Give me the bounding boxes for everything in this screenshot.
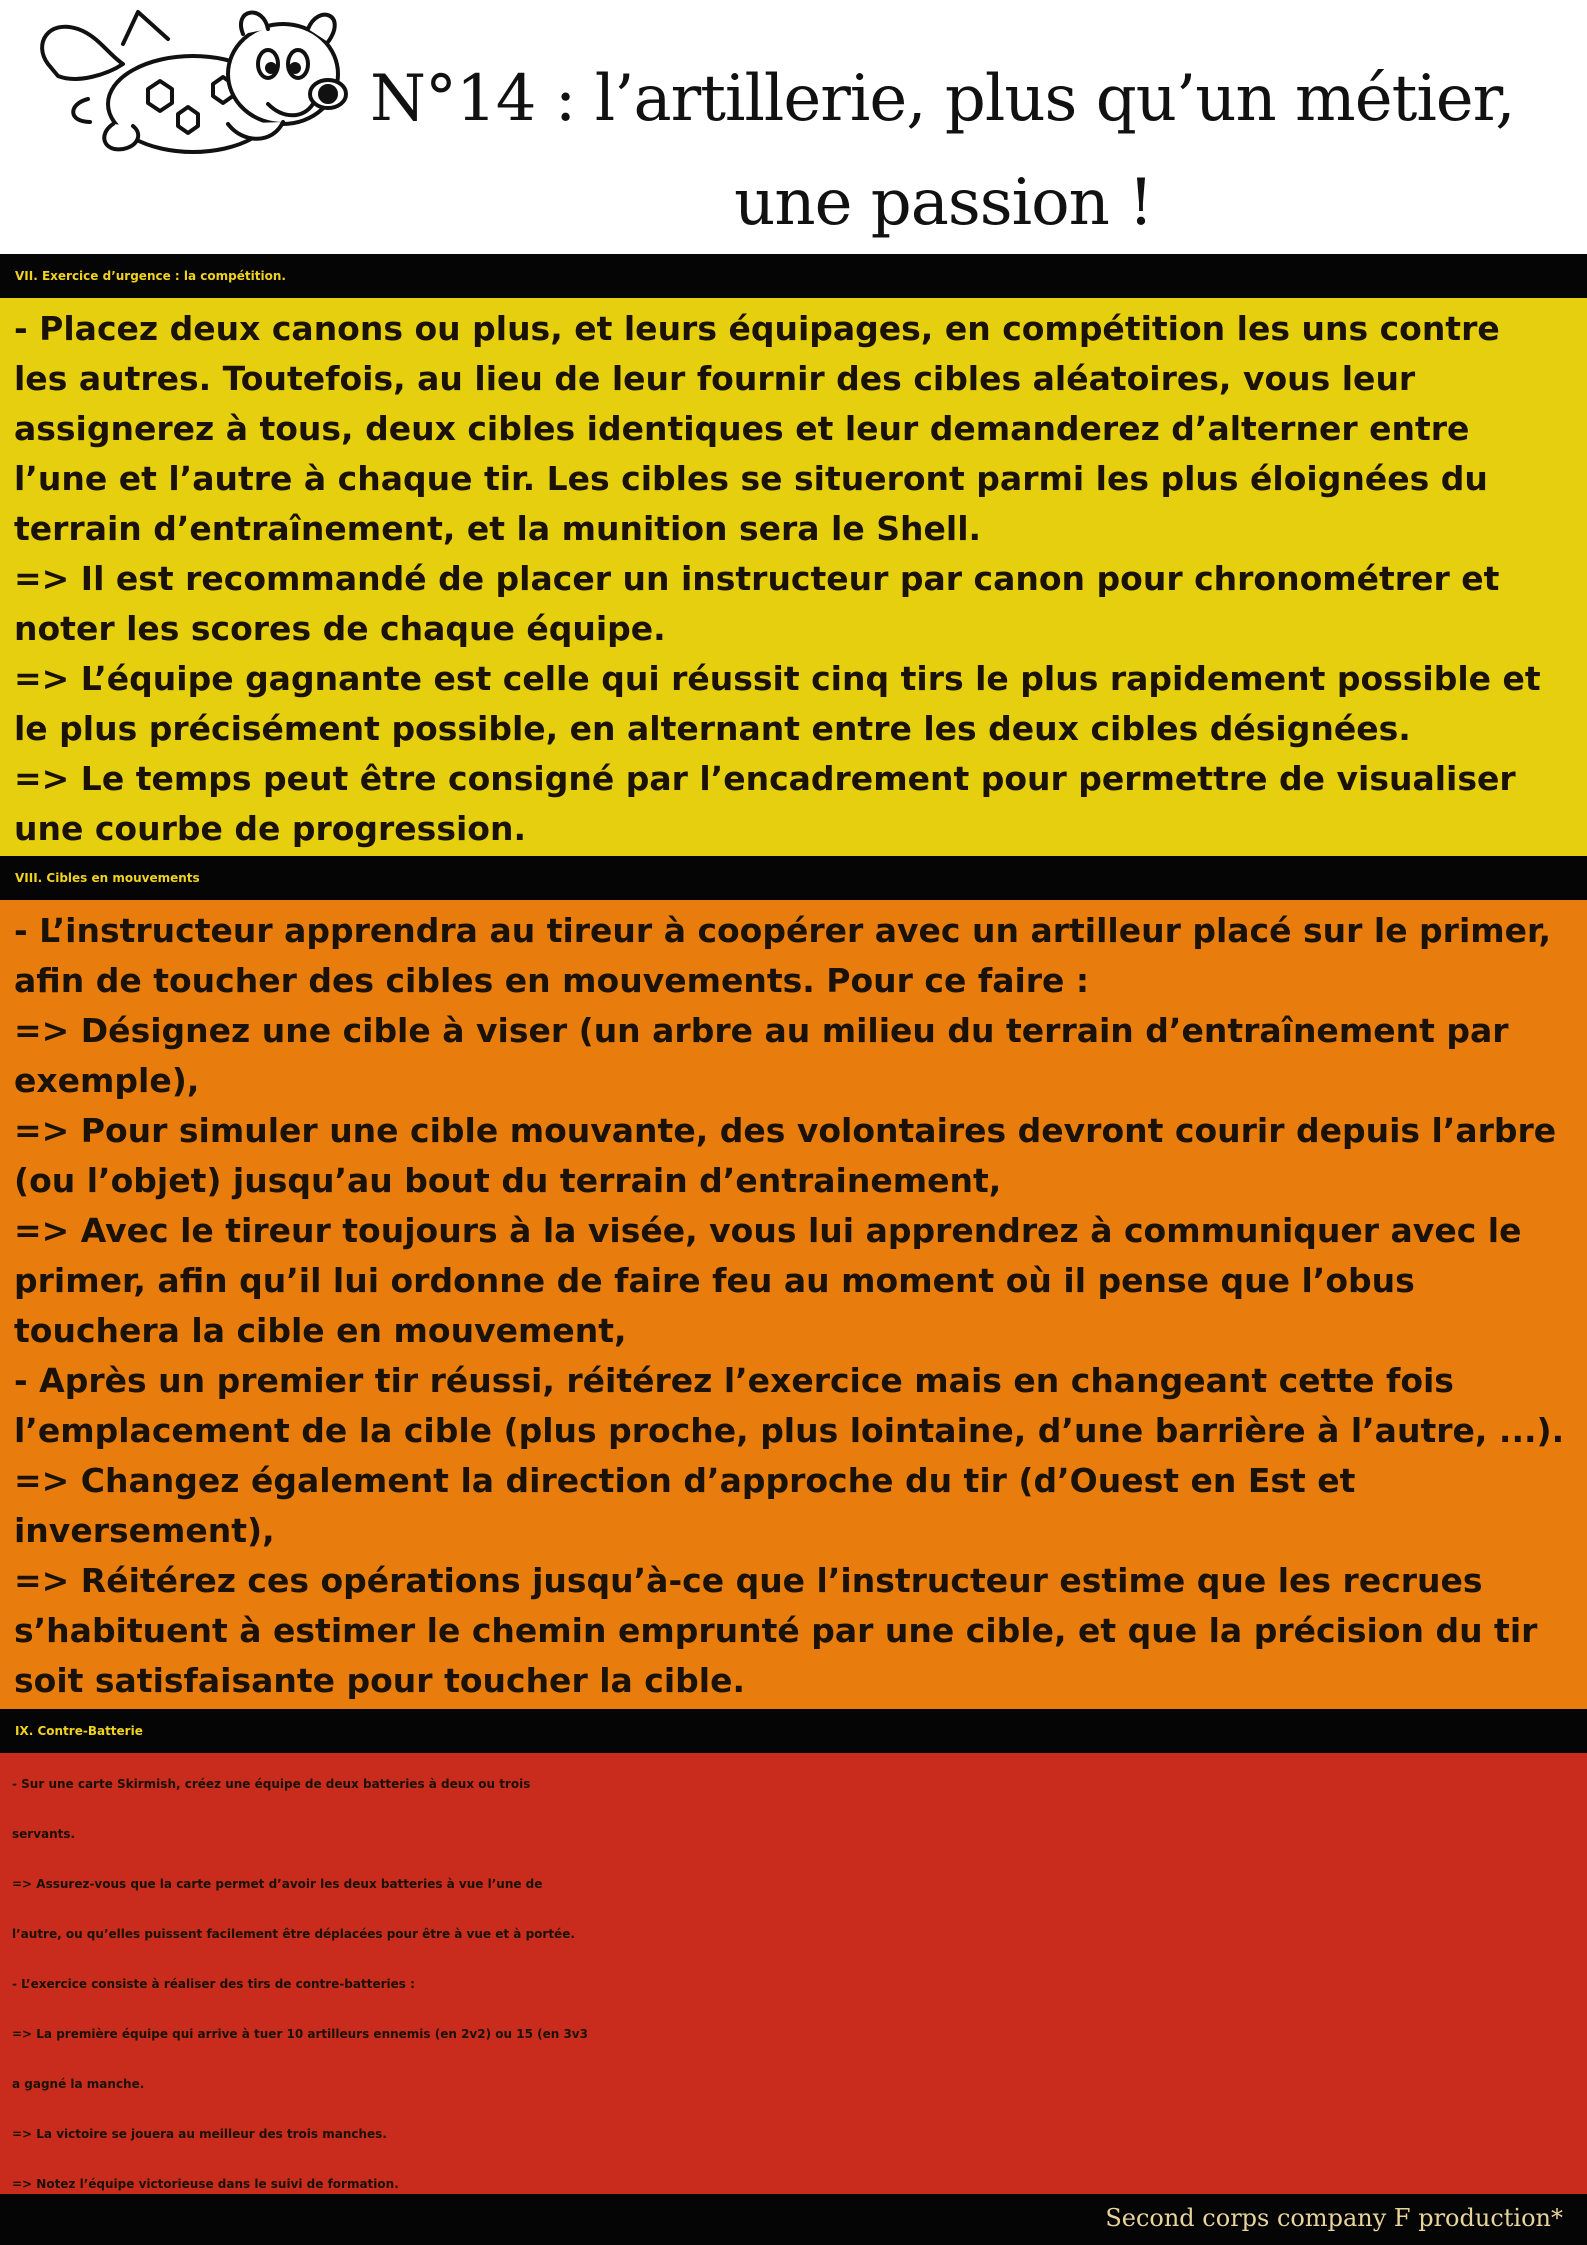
text-line: (ou l’objet) jusqu’au bout du terrain d’entrainement, bbox=[14, 1161, 1002, 1200]
text-line: - Placez deux canons ou plus, et leurs équipages, en compétition les uns contre bbox=[14, 309, 1500, 348]
section-heading-vii: VII. Exercice d’urgence : la compétition. bbox=[0, 254, 1587, 298]
text-line: => La première équipe qui arrive à tuer 10 artilleurs ennemis (en 2v2) ou 15 (en 3v3 bbox=[12, 2027, 588, 2041]
text-line: primer, afin qu’il lui ordonne de faire feu au moment où il pense que l’obus bbox=[14, 1261, 1415, 1300]
text-line: => Désignez une cible à viser (un arbre au milieu du terrain d’entraînement par bbox=[14, 1011, 1509, 1050]
text-line: le plus précisément possible, en alternant entre les deux cibles désignées. bbox=[14, 709, 1411, 748]
page-title-line-1: N°14 : l’artillerie, plus qu’un métier, bbox=[370, 62, 1515, 136]
text-line: les autres. Toutefois, au lieu de leur fournir des cibles aléatoires, vous leur bbox=[14, 359, 1416, 398]
text-line: soit satisfaisante pour toucher la cible. bbox=[14, 1661, 745, 1700]
text-line: => Réitérez ces opérations jusqu’à-ce que l’instructeur estime que les recrues bbox=[14, 1561, 1483, 1600]
text-line: => Le temps peut être consigné par l’encadrement pour permettre de visualiser bbox=[14, 759, 1516, 798]
text-line: inversement), bbox=[14, 1511, 275, 1550]
section-heading-viii: VIII. Cibles en mouvements bbox=[0, 856, 1587, 900]
text-line: servants. bbox=[12, 1827, 76, 1841]
section-body-vii bbox=[0, 298, 1587, 856]
text-line: => L’équipe gagnante est celle qui réussit cinq tirs le plus rapidement possible et bbox=[14, 659, 1541, 698]
text-line: - Sur une carte Skirmish, créez une équipe de deux batteries à deux ou trois bbox=[12, 1777, 531, 1791]
header bbox=[0, 0, 1587, 254]
text-line: - Après un premier tir réussi, réitérez l’exercice mais en changeant cette fois bbox=[14, 1361, 1454, 1400]
text-line: assignerez à tous, deux cibles identiques et leur demanderez d’alterner entre bbox=[14, 409, 1470, 448]
text-line: afin de toucher des cibles en mouvements. Pour ce faire : bbox=[14, 961, 1090, 1000]
text-line: => Il est recommandé de placer un instructeur par canon pour chronométrer et bbox=[14, 559, 1500, 598]
text-line: a gagné la manche. bbox=[12, 2077, 145, 2091]
text-line: => Notez l’équipe victorieuse dans le suivi de formation. bbox=[12, 2177, 399, 2191]
text-line: une courbe de progression. bbox=[14, 809, 526, 848]
text-line: => Avec le tireur toujours à la visée, vous lui apprendrez à communiquer avec le bbox=[14, 1211, 1522, 1250]
text-line: l’autre, ou qu’elles puissent facilement être déplacées pour être à vue et à portée. bbox=[12, 1927, 575, 1941]
text-line: - L’exercice consiste à réaliser des tirs de contre-batteries : bbox=[12, 1977, 415, 1991]
text-line: l’une et l’autre à chaque tir. Les cibles se situeront parmi les plus éloignées du bbox=[14, 459, 1488, 498]
credit-text: Second corps company F production* bbox=[1105, 2204, 1563, 2232]
section-heading-ix: IX. Contre-Batterie bbox=[0, 1709, 1587, 1753]
footer-bar bbox=[0, 2194, 1587, 2245]
text-line: s’habituent à estimer le chemin emprunté par une cible, et que la précision du tir bbox=[14, 1611, 1538, 1650]
text-line: noter les scores de chaque équipe. bbox=[14, 609, 666, 648]
page-title-line-2: une passion ! bbox=[734, 166, 1153, 240]
text-line: l’emplacement de la cible (plus proche, plus lointaine, d’une barrière à l’autre, ...). bbox=[14, 1411, 1565, 1450]
section-body-ix bbox=[0, 1753, 1587, 2194]
text-line: terrain d’entraînement, et la munition sera le Shell. bbox=[14, 509, 982, 548]
text-line: - L’instructeur apprendra au tireur à coopérer avec un artilleur placé sur le primer, bbox=[14, 911, 1551, 950]
text-line: => Changez également la direction d’approche du tir (d’Ouest en Est et bbox=[14, 1461, 1356, 1500]
text-line: touchera la cible en mouvement, bbox=[14, 1311, 627, 1350]
text-line: => Pour simuler une cible mouvante, des volontaires devront courir depuis l’arbre bbox=[14, 1111, 1557, 1150]
text-line: => Assurez-vous que la carte permet d’avoir les deux batteries à vue l’une de bbox=[12, 1877, 543, 1891]
text-line: exemple), bbox=[14, 1061, 200, 1100]
section-body-viii bbox=[0, 900, 1587, 1709]
text-line: => La victoire se jouera au meilleur des trois manches. bbox=[12, 2127, 387, 2141]
